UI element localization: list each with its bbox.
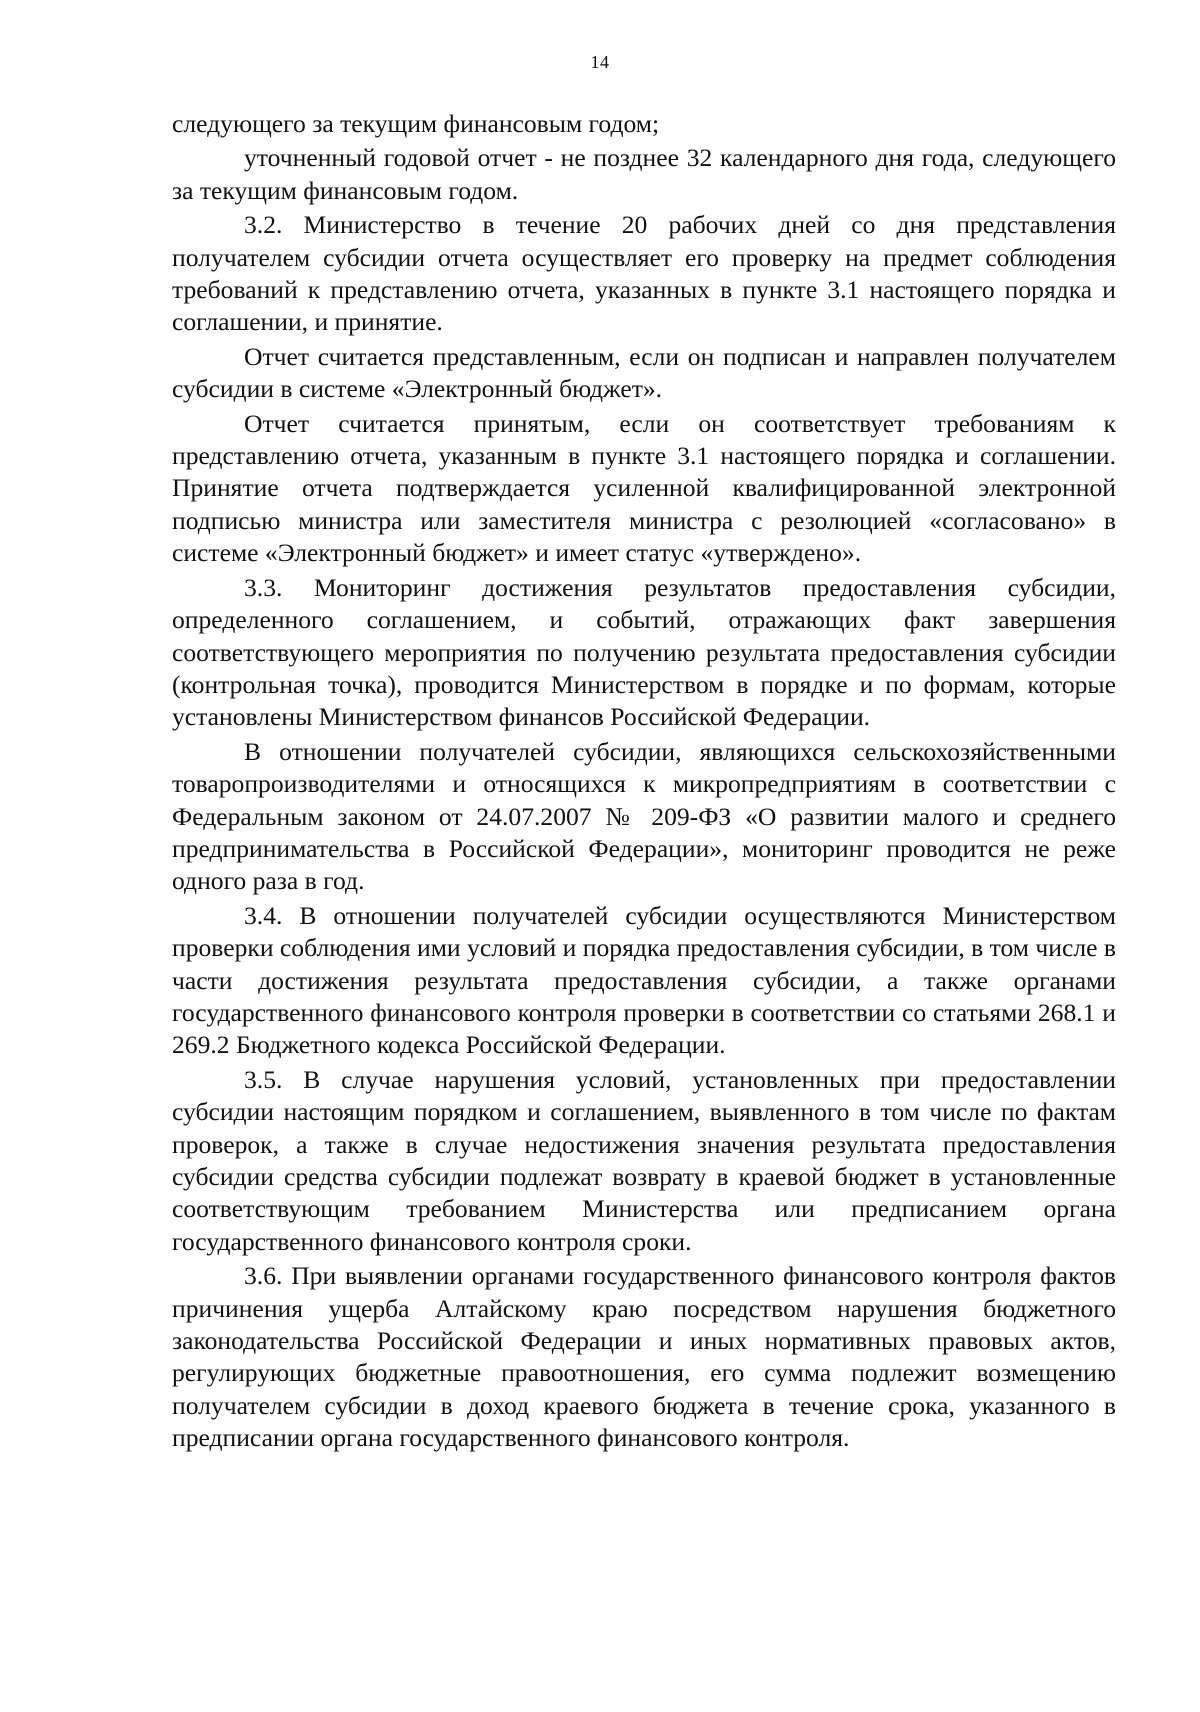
document-body <box>172 108 1116 1457</box>
paragraph-report-submitted: Отчет считается представленным, если он подписан и направлен получателем субсидии в системе «Электронный бюджет». <box>172 341 1116 404</box>
paragraph-3-6: 3.6. При выявлении органами государственного финансового контроля фактов причинения ущерба Алтайскому краю посредством нарушения бюджетного законодательства Российской Федерации и иных нормативных правовых актов, регулирующих бюджетные правоотношения, его сумма подлежит возмещению получателем субсидии в доход краевого бюджета в течение срока, указанного в предписании органа государственного финансового контроля. <box>172 1261 1116 1453</box>
paragraph-3-2: 3.2. Министерство в течение 20 рабочих дней со дня представления получателем субсидии отчета осуществляет его проверку на предмет соблюдения требований к представлению отчета, указанных в пункте 3.1 настоящего порядка и соглашении, и принятие. <box>172 210 1116 337</box>
paragraph-3-5: 3.5. В случае нарушения условий, установленных при предоставлении субсидии настоящим порядком и соглашением, выявленного в том числе по фактам проверок, а также в случае недостижения значения результата предоставления субсидии средства субсидии подлежат возврату в краевой бюджет в установленные соответствующим требованием Министерства или предписанием органа государственного финансового контроля сроки. <box>172 1064 1116 1256</box>
page-number: 14 <box>590 52 610 72</box>
paragraph-report-accepted: Отчет считается принятым, если он соответствует требованиям к представлению отчета, указанным в пункте 3.1 настоящего порядка и соглашении. Принятие отчета подтверждается усиленной квалифицированной электронной подписью министра или заместителя министра с резолюцией «согласовано» в системе «Электронный бюджет» и имеет статус «утверждено». <box>172 408 1116 568</box>
paragraph-3-3: 3.3. Мониторинг достижения результатов предоставления субсидии, определенного соглашением, и событий, отражающих факт завершения соответствующего мероприятия по получению результата предоставления субсидии (контрольная точка), проводится Министерством в порядке и по формам, которые установлены Министерством финансов Российской Федерации. <box>172 572 1116 732</box>
paragraph-continuation: следующего за текущим финансовым годом; <box>172 109 660 138</box>
paragraph-3-4: 3.4. В отношении получателей субсидии осуществляются Министерством проверки соблюдения ими условий и порядка предоставления субсидии, в том числе в части достижения результата предоставления субсидии, а также органами государственного финансового контроля проверки в соответствии со статьями 268.1 и 269.2 Бюджетного кодекса Российской Федерации. <box>172 900 1116 1060</box>
paragraph-refined-report: уточненный годовой отчет - не позднее 32 календарного дня года, следующего за текущим финансовым годом. <box>172 143 1116 205</box>
paragraph-monitoring-micro: В отношении получателей субсидии, являющихся сельскохозяйственными товаропроизводителями и относящихся к микропредприятиям в соответствии с Федеральным законом от 24.07.2007 № 209-ФЗ «О развитии малого и среднего предпринимательства в Российской Федерации», мониторинг проводится не реже одного раза в год. <box>172 736 1116 896</box>
